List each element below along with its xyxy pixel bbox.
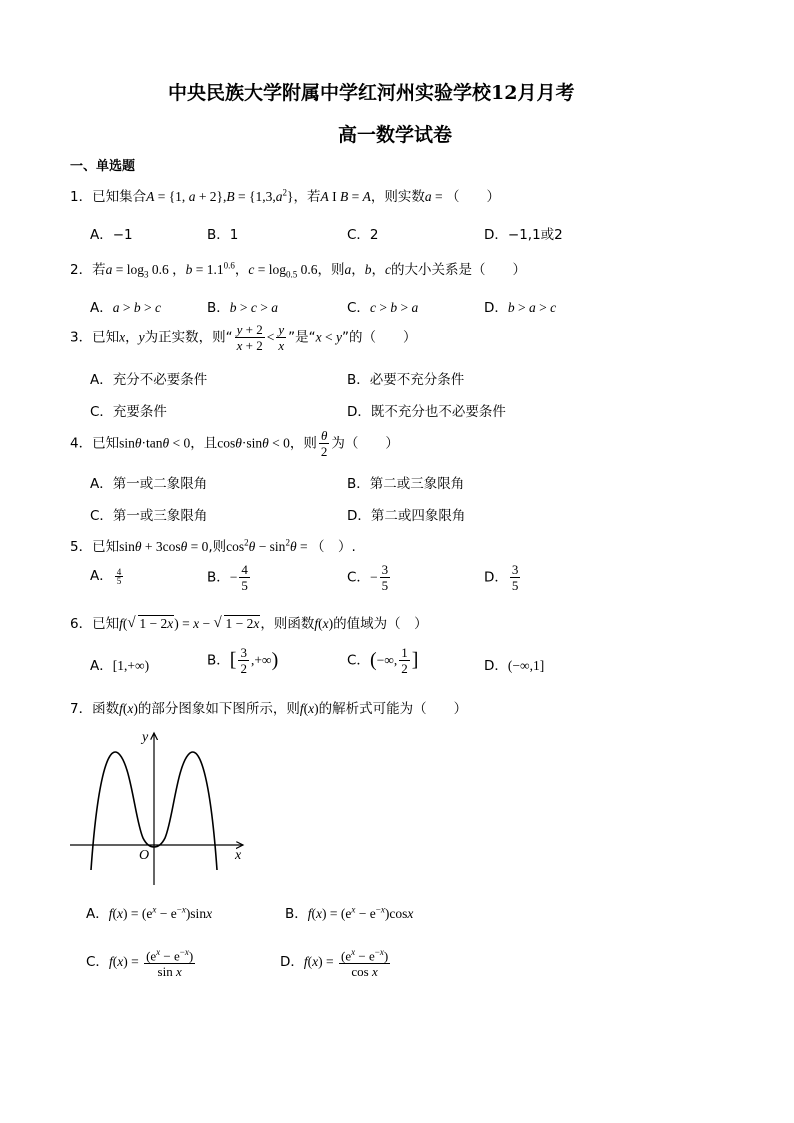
q1-text-pre: 已知集合 <box>92 189 147 205</box>
q1-option-d: D．−1,1或2 <box>484 227 563 243</box>
q4-option-d: D．第二或四象限角 <box>347 508 466 524</box>
q6-option-d: D．(−∞,1] <box>484 658 545 674</box>
origin-label: O <box>139 848 150 863</box>
question-4: 4．已知sinθ·tanθ < 0，且cosθ·sinθ < 0，则 $\frac{\theta}{2}$ 为（ ） <box>70 428 399 459</box>
q5-option-b: B．− $\frac{4}{5}$ <box>207 562 248 593</box>
q5-option-a: A． $\frac{4}{5}$ <box>90 566 122 586</box>
question-3: 3．已知x，y为正实数，则“ $\frac{y + 2}{x + 2}$ < $\frac{y}{x}$ ”是“x < y”的（ ） <box>70 322 417 353</box>
q2-option-d: D．b > a > c <box>484 300 557 316</box>
q3-option-a: A．充分不必要条件 <box>90 372 208 388</box>
q3-option-d: D．既不充分也不必要条件 <box>347 404 506 420</box>
q3-option-c: C．充要条件 <box>90 404 167 420</box>
q2-option-c: C．c > b > a <box>347 300 419 316</box>
question-1: 1．已知集合A = {1, $a + 2\},B = \{1,3,a^2\}$，若A I B = A，则实数a = （ ） <box>70 187 500 205</box>
q1-number: 1． <box>70 189 93 205</box>
q6-option-a: A．[1,+∞) <box>90 658 150 674</box>
function-graph <box>65 725 255 890</box>
q1-option-b: B．1 <box>207 227 239 243</box>
q7-option-d: D．f(x) = $\frac{(e^x - e^{-x})}{\text{cos x}}$ <box>280 947 389 980</box>
q4-option-a: A．第一或二象限角 <box>90 476 208 492</box>
q2-option-b: B．b > c > a <box>207 300 279 316</box>
exam-title: 中央民族大学附属中学红河州实验学校12月月考 <box>168 82 575 104</box>
question-6: 6．已知f(√ 1 − 2x) = x − √ 1 − 2x，则函数f(x)的值域为（ ） <box>70 612 428 632</box>
q7-option-c: C．f(x) = $\frac{(e^x - e^{-x})}{\text{sin x}}$ <box>86 947 194 980</box>
question-2: 2．若$a = \log_3 0.6$ ，$b = 1.1^{0.6}$，$c = \log_{0.5} 0.6$，则a，b，c的大小关系是（ ） <box>70 260 526 280</box>
q1-option-c: C．2 <box>347 227 379 243</box>
q4-option-b: B．第二或三象限角 <box>347 476 465 492</box>
section-heading: 一、单选题 <box>70 159 136 174</box>
q6-option-c: C．(−∞, $\frac{1}{2}$ ] <box>347 645 419 676</box>
exam-subtitle: 高一数学试卷 <box>338 124 453 146</box>
q5-option-d: D． $\frac{3}{5}$ <box>484 562 519 593</box>
q4-option-c: C．第一或三象限角 <box>90 508 208 524</box>
q3-option-b: B．必要不充分条件 <box>347 372 465 388</box>
question-7: 7．函数f(x)的部分图象如下图所示，则f(x)的解析式可能为（ ） <box>70 701 468 717</box>
q6-option-b: B．[ $\frac{3}{2}$ ,+∞) <box>207 645 279 676</box>
q5-option-c: C．− $\frac{3}{5}$ <box>347 562 389 593</box>
x-axis-label: x <box>235 848 242 863</box>
q1-text-mid: ，若 <box>293 189 321 205</box>
q1-option-a: A．−1 <box>90 227 133 243</box>
q7-option-b: B．$f(x) = (e^x - e^{-x})\cos x$ <box>285 904 414 922</box>
q7-option-a: A．$f(x) = (e^x - e^{-x})\sin x$ <box>86 904 213 922</box>
q1-text-post: ，则实数 <box>370 189 425 205</box>
question-5: 5．已知sinθ + 3cosθ = 0,则$\cos^2\theta - \sin^2\theta$ = （ ）. <box>70 537 356 555</box>
y-axis-label: y <box>142 730 149 745</box>
q2-option-a: A．a > b > c <box>90 300 161 316</box>
